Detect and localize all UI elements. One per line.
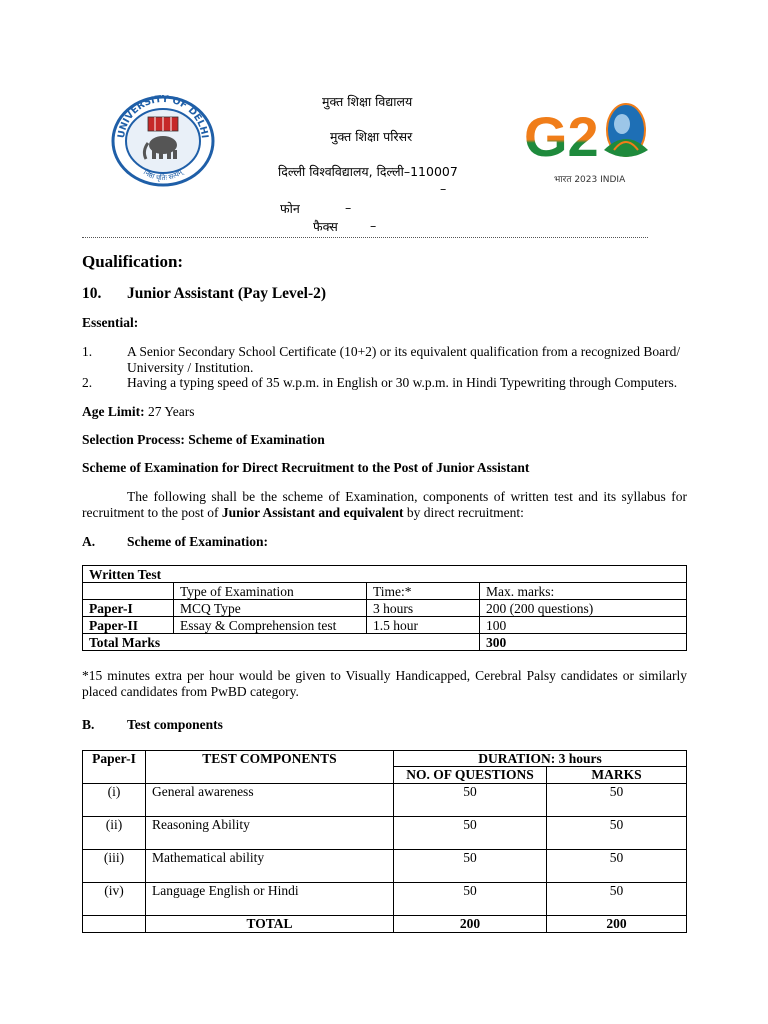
age-limit-value: 27 Years <box>144 404 195 419</box>
table-row <box>83 566 687 583</box>
total-marks: 200 <box>547 916 687 933</box>
table-row <box>83 916 687 933</box>
essential-item-1 <box>82 344 688 376</box>
table-header-cell: Max. marks: <box>480 583 687 600</box>
letterhead-line-3: दिल्ली विश्वविद्यालय, दिल्ली–110007 <box>278 164 458 179</box>
table-header-cell: Time:* <box>367 583 480 600</box>
g20-india-logo <box>524 88 654 188</box>
table-header-cell: Type of Examination <box>174 583 367 600</box>
age-limit <box>82 404 195 420</box>
post-title <box>82 285 326 303</box>
table-cell: 50 <box>547 817 687 850</box>
svg-text:G2: G2 <box>524 105 599 168</box>
section-b-title: Test components <box>127 717 223 732</box>
du-ring-top-text: UNIVERSITY OF DELHI <box>115 95 210 139</box>
post-number: 10. <box>82 285 102 302</box>
fax-label: फैक्स <box>313 219 338 234</box>
table-cell: 50 <box>394 850 547 883</box>
essential-label: Essential: <box>82 315 139 330</box>
intro-bold: Junior Assistant and equivalent <box>221 505 404 520</box>
scheme-title: Scheme of Examination for Direct Recruitment to the Post of Junior Assistant <box>82 460 530 475</box>
post-name: Junior Assistant (Pay Level-2) <box>127 285 327 302</box>
table-cell: 200 (200 questions) <box>480 600 687 617</box>
table-cell: (iv) <box>83 883 146 916</box>
table-row <box>83 634 687 651</box>
table-row <box>83 751 687 767</box>
table-cell: Paper-II <box>83 617 174 634</box>
section-b-heading <box>82 717 223 733</box>
intro-part-2: by direct recruitment: <box>403 505 524 520</box>
table-cell: (ii) <box>83 817 146 850</box>
table-row <box>83 883 687 916</box>
g20-subtitle: भारत 2023 INDIA <box>554 175 626 185</box>
col-paper: Paper-I <box>83 751 146 784</box>
table-cell: 50 <box>394 817 547 850</box>
letterhead-line-2: मुक्त शिक्षा परिसर <box>330 129 413 144</box>
table-cell: MCQ Type <box>174 600 367 617</box>
fax-dash: – <box>370 218 377 233</box>
col-marks: MARKS <box>547 767 687 784</box>
table-cell: Mathematical ability <box>146 850 394 883</box>
table-title: Written Test <box>83 566 687 583</box>
phone-label: फोन <box>280 201 300 216</box>
essential-item-2 <box>82 375 688 391</box>
intro-part-1: The following shall be the scheme of Examination, components of written test and its syllabus for recruitment to the post of <box>82 489 687 520</box>
table-row <box>83 784 687 817</box>
table-cell: (i) <box>83 784 146 817</box>
table-header-cell <box>83 583 174 600</box>
item-text: A Senior Secondary School Certificate (10+2) or its equivalent qualification from a recognized Board/ University / Institution. <box>127 344 681 375</box>
footnote: *15 minutes extra per hour would be given to Visually Handicapped, Cerebral Palsy candidates or similarly placed candidates from PwBD category. <box>82 668 687 699</box>
total-marks-value: 300 <box>480 634 687 651</box>
table-row <box>83 850 687 883</box>
test-components-table <box>82 750 687 933</box>
du-ring-bottom-text: निष्ठा धृतिः सत्यम् <box>141 168 185 183</box>
table-cell: 100 <box>480 617 687 634</box>
col-components: TEST COMPONENTS <box>146 751 394 784</box>
university-of-delhi-logo <box>110 95 216 187</box>
table-cell: 50 <box>547 784 687 817</box>
total-label: TOTAL <box>146 916 394 933</box>
col-duration: DURATION: 3 hours <box>394 751 687 767</box>
col-questions: NO. OF QUESTIONS <box>394 767 547 784</box>
table-row <box>83 817 687 850</box>
table-cell: General awareness <box>146 784 394 817</box>
table-row <box>83 583 687 600</box>
intro-paragraph <box>82 489 687 521</box>
table-cell: 1.5 hour <box>367 617 480 634</box>
page-heading: Qualification: <box>82 252 184 271</box>
letterhead-line-1: मुक्त शिक्षा विद्यालय <box>322 94 413 109</box>
letterhead-line-3-dash: – <box>440 181 447 196</box>
table-row <box>83 617 687 634</box>
section-a-heading <box>82 534 268 550</box>
table-cell: Reasoning Ability <box>146 817 394 850</box>
age-limit-label: Age Limit: <box>82 404 145 419</box>
total-marks-label: Total Marks <box>83 634 480 651</box>
section-a-title: Scheme of Examination: <box>127 534 268 549</box>
letterhead-divider <box>82 237 648 238</box>
item-text: Having a typing speed of 35 w.p.m. in English or 30 w.p.m. in Hindi Typewriting through Computers. <box>127 375 678 390</box>
table-cell: 50 <box>547 883 687 916</box>
table-cell <box>83 916 146 933</box>
written-test-table <box>82 565 687 651</box>
table-cell: Paper-I <box>83 600 174 617</box>
table-cell: Language English or Hindi <box>146 883 394 916</box>
table-cell: 3 hours <box>367 600 480 617</box>
item-number: 1. <box>82 344 93 359</box>
total-questions: 200 <box>394 916 547 933</box>
table-cell: 50 <box>394 883 547 916</box>
phone-dash: – <box>345 200 352 215</box>
section-a-letter: A. <box>82 534 96 549</box>
table-cell: 50 <box>547 850 687 883</box>
item-number: 2. <box>82 375 93 390</box>
section-b-letter: B. <box>82 717 95 732</box>
selection-process: Selection Process: Scheme of Examination <box>82 432 325 447</box>
table-cell: Essay & Comprehension test <box>174 617 367 634</box>
table-cell: 50 <box>394 784 547 817</box>
table-cell: (iii) <box>83 850 146 883</box>
table-row <box>83 600 687 617</box>
